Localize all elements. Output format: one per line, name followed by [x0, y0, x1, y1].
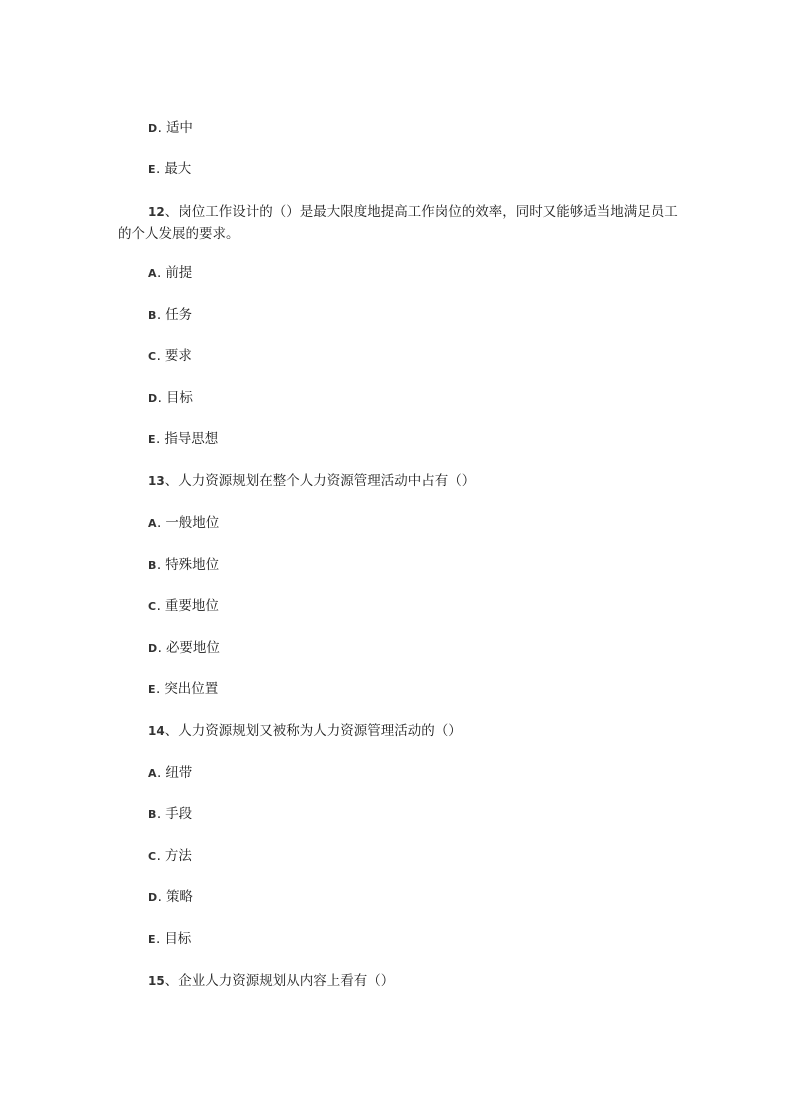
- option-separator: .: [156, 348, 161, 364]
- option-letter: E: [148, 163, 157, 176]
- option-letter: A: [148, 517, 158, 530]
- option-letter: D: [148, 642, 158, 655]
- option-separator: .: [156, 557, 162, 573]
- option-text: 特殊地位: [165, 557, 220, 573]
- option-letter: B: [148, 309, 157, 322]
- option-letter: D: [148, 392, 158, 405]
- option-text: 必要地位: [165, 640, 220, 656]
- option-c: [148, 597, 219, 616]
- option-e: [148, 680, 218, 699]
- option-separator: .: [156, 806, 162, 822]
- option-letter: C: [148, 850, 157, 863]
- option-text: 前提: [165, 265, 193, 281]
- question-text: 岗位工作设计的（）是最大限度地提高工作岗位的效率，同时又能够适当地满足员工的个人发展的要求。: [118, 204, 678, 242]
- option-text: 适中: [165, 120, 193, 136]
- question-separator: 、: [164, 473, 179, 489]
- option-b: [148, 306, 192, 325]
- question-text: 企业人力资源规划从内容上看有（）: [178, 973, 395, 989]
- option-a: [148, 514, 219, 533]
- option-b: [148, 556, 219, 575]
- option-letter: E: [148, 433, 157, 446]
- option-text: 一般地位: [165, 515, 220, 531]
- option-letter: A: [148, 267, 158, 280]
- option-text: 手段: [165, 806, 193, 822]
- option-separator: .: [157, 265, 162, 281]
- question-13: [148, 472, 475, 490]
- question-15: [148, 972, 394, 990]
- option-d: [148, 639, 220, 658]
- option-d: [148, 888, 193, 907]
- question-14: [148, 722, 462, 740]
- option-text: 要求: [164, 348, 192, 364]
- option-separator: .: [157, 515, 162, 531]
- option-text: 方法: [164, 848, 192, 864]
- option-text: 重要地位: [164, 598, 219, 614]
- option-letter: D: [148, 891, 158, 904]
- option-letter: A: [148, 767, 158, 780]
- option-separator: .: [156, 598, 161, 614]
- option-separator: .: [156, 681, 161, 697]
- question-number: 14: [148, 724, 165, 738]
- question-text: 人力资源规划在整个人力资源管理活动中占有（）: [178, 473, 476, 489]
- option-separator: .: [156, 161, 161, 177]
- question-text: 人力资源规划又被称为人力资源管理活动的（）: [178, 723, 462, 739]
- option-letter: E: [148, 683, 157, 696]
- option-letter: C: [148, 350, 157, 363]
- question-number: 15: [148, 974, 165, 988]
- option-letter: B: [148, 808, 157, 821]
- option-separator: .: [156, 848, 161, 864]
- option-separator: .: [157, 889, 162, 905]
- option-text: 最大: [164, 161, 192, 177]
- option-separator: .: [157, 390, 162, 406]
- option-text: 突出位置: [164, 681, 219, 697]
- option-a: [148, 764, 192, 783]
- option-letter: E: [148, 933, 157, 946]
- option-text: 目标: [165, 390, 193, 406]
- option-e: [148, 160, 191, 179]
- option-a: [148, 264, 192, 283]
- option-text: 纽带: [165, 765, 193, 781]
- option-b: [148, 805, 192, 824]
- option-separator: .: [157, 765, 162, 781]
- option-c: [148, 847, 192, 866]
- question-separator: 、: [164, 723, 179, 739]
- question-number: 13: [148, 474, 165, 488]
- option-c: [148, 347, 192, 366]
- option-separator: .: [156, 307, 162, 323]
- option-d: [148, 389, 193, 408]
- option-d: [148, 119, 193, 138]
- option-letter: D: [148, 122, 158, 135]
- option-separator: .: [157, 120, 162, 136]
- question-12: [118, 201, 678, 245]
- question-separator: 、: [164, 973, 179, 989]
- option-separator: .: [156, 931, 161, 947]
- option-text: 任务: [165, 307, 193, 323]
- question-separator: 、: [164, 204, 179, 220]
- option-letter: B: [148, 559, 157, 572]
- option-separator: .: [157, 640, 162, 656]
- option-text: 目标: [164, 931, 192, 947]
- option-letter: C: [148, 600, 157, 613]
- option-e: [148, 930, 191, 949]
- option-text: 指导思想: [164, 431, 219, 447]
- question-number: 12: [148, 205, 165, 219]
- option-e: [148, 430, 218, 449]
- option-separator: .: [156, 431, 161, 447]
- option-text: 策略: [165, 889, 193, 905]
